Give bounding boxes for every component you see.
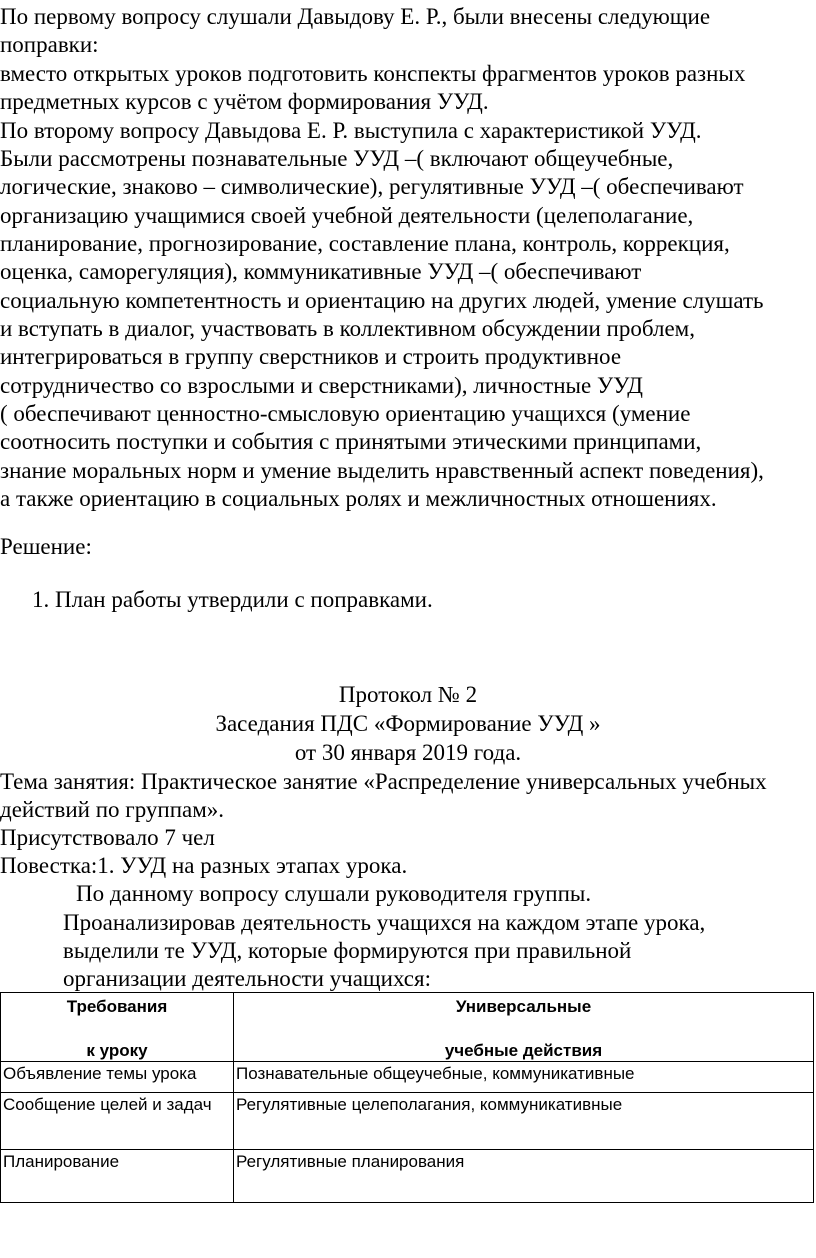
attendance: Присутствовало 7 чел <box>0 825 215 850</box>
topic-line: Тема занятия: Практическое занятие «Распределение универсальных учебных <box>0 769 767 794</box>
protocol-date: от 30 января 2019 года. <box>294 740 522 765</box>
cell-text: Объявление темы урока <box>3 1064 197 1083</box>
agenda: Повестка:1. УУД на разных этапах урока. <box>0 853 408 878</box>
decision-heading: Решение: <box>0 534 92 559</box>
heard-line: По данному вопросу слушали руководителя группы. <box>76 881 592 906</box>
requirement-cell <box>1 1062 234 1093</box>
header-requirements <box>1 993 234 1062</box>
requirement-cell <box>1 1093 234 1150</box>
intro-line: интегрироваться в группу сверстников и строить продуктивное <box>0 344 622 369</box>
intro-line: знание моральных норм и умение выделить нравственный аспект поведения), <box>0 458 764 483</box>
header-label: Универсальные <box>455 997 592 1016</box>
analysis-line: организации деятельности учащихся: <box>63 966 431 991</box>
intro-line: оценка, саморегуляция), коммуникативные УУД –( обеспечивают <box>0 259 642 284</box>
cell-text: Познавательные общеучебные, коммуникативные <box>236 1064 635 1083</box>
header-label: учебные действия <box>444 1041 603 1060</box>
intro-line: соотносить поступки и события с принятыми этическими принципами, <box>0 429 702 454</box>
actions-cell <box>234 1093 814 1150</box>
intro-line: и вступать в диалог, участвовать в коллективном обсуждении проблем, <box>0 316 695 341</box>
topic-line: действий по группам». <box>0 797 225 822</box>
protocol-meeting: Заседания ПДС «Формирование УУД » <box>215 711 601 736</box>
decision-list-item: 1. План работы утвердили с поправками. <box>32 587 433 612</box>
intro-line: социальную компетентность и ориентацию на других людей, умение слушать <box>0 288 764 313</box>
intro-line: логические, знаково – символические), регулятивные УУД –( обеспечивают <box>0 174 744 199</box>
requirement-cell <box>1 1150 234 1203</box>
table-row <box>1 1062 814 1093</box>
uud-table <box>0 992 814 1203</box>
protocol-title: Протокол № 2 <box>338 682 478 707</box>
header-actions <box>234 993 814 1062</box>
analysis-line: Проанализировав деятельность учащихся на каждом этапе урока, <box>63 910 706 935</box>
cell-text: Планирование <box>3 1152 120 1171</box>
cell-text: Регулятивные целеполагания, коммуникативные <box>236 1095 623 1114</box>
intro-line: планирование, прогнозирование, составление плана, контроль, коррекция, <box>0 231 730 256</box>
cell-text: Регулятивные планирования <box>236 1152 465 1171</box>
intro-line: вместо открытых уроков подготовить конспекты фрагментов уроков разных <box>0 61 746 86</box>
intro-line: сотрудничество со взрослыми и сверстниками), личностные УУД <box>0 373 643 398</box>
table-row <box>1 1093 814 1150</box>
intro-line: По второму вопросу Давыдова Е. Р. выступила с характеристикой УУД. <box>0 118 702 143</box>
header-label: Требования <box>66 997 168 1016</box>
table-row <box>1 1150 814 1203</box>
table-header-row <box>1 993 814 1062</box>
actions-cell <box>234 1150 814 1203</box>
intro-line: Были рассмотрены познавательные УУД –( включают общеучебные, <box>0 146 674 171</box>
intro-line: По первому вопросу слушали Давыдову Е. Р., были внесены следующие <box>0 4 711 29</box>
intro-line: а также ориентацию в социальных ролях и межличностных отношениях. <box>0 486 717 511</box>
header-label: к уроку <box>86 1041 148 1060</box>
cell-text: Сообщение целей и задач <box>3 1095 212 1114</box>
analysis-line: выделили те УУД, которые формируются при правильной <box>63 938 632 963</box>
intro-line: предметных курсов с учётом формирования УУД. <box>0 89 489 114</box>
actions-cell <box>234 1062 814 1093</box>
intro-line: организацию учащимися своей учебной деятельности (целеполагание, <box>0 203 694 228</box>
intro-line: ( обеспечивают ценностно-смысловую ориентацию учащихся (умение <box>0 401 691 426</box>
intro-line: поправки: <box>0 32 99 57</box>
